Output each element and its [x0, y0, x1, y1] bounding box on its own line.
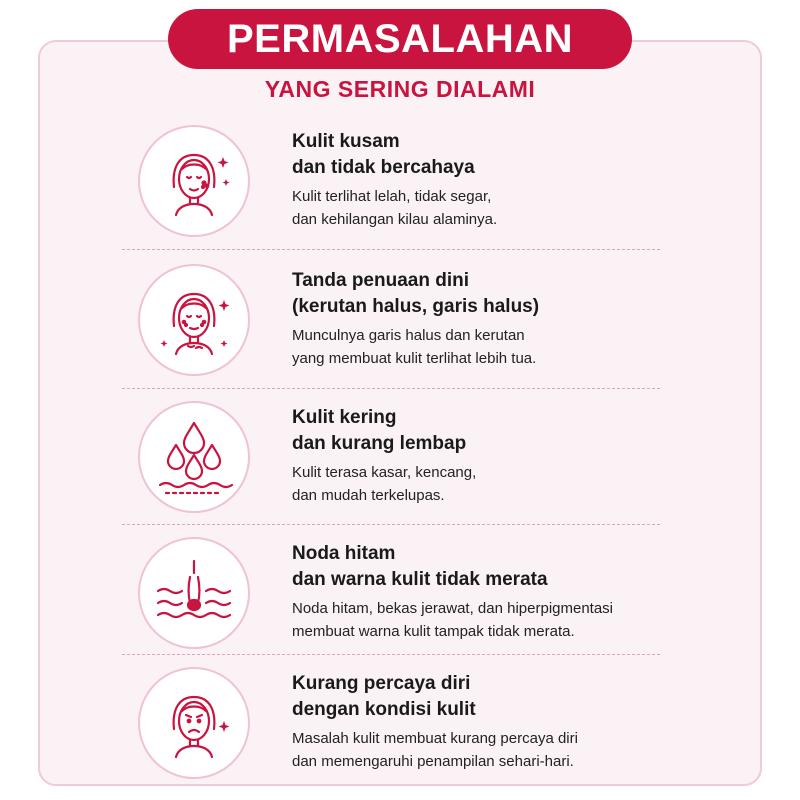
- aging-face-icon: [152, 278, 236, 362]
- item-desc-line: dan memengaruhi penampilan sehari-hari.: [292, 753, 574, 770]
- icon-badge: [138, 401, 250, 513]
- list-item: [130, 401, 660, 531]
- item-desc-line: dan kehilangan kilau alaminya.: [292, 211, 498, 228]
- divider: [122, 388, 660, 389]
- item-desc-line: dan mudah terkelupas.: [292, 487, 445, 504]
- page-subtitle: YANG SERING DIALAMI: [264, 76, 536, 102]
- skin-layer-icon: [152, 551, 236, 635]
- list-item: [130, 125, 660, 255]
- item-description: [292, 185, 672, 231]
- page-title: [168, 9, 632, 69]
- item-title: [292, 268, 672, 320]
- item-title-line: dan tidak bercahaya: [292, 157, 475, 178]
- item-desc-line: Masalah kulit membuat kurang percaya diri: [292, 730, 578, 747]
- item-title-line: dengan kondisi kulit: [292, 699, 476, 720]
- item-desc-line: Kulit terasa kasar, kencang,: [292, 464, 477, 481]
- item-title-line: Noda hitam: [292, 543, 396, 564]
- water-drops-icon: [152, 415, 236, 499]
- item-title-line: Tanda penuaan dini: [292, 270, 469, 291]
- item-desc-line: Munculnya garis halus dan kerutan: [292, 327, 525, 344]
- item-desc-line: Kulit terlihat lelah, tidak segar,: [292, 188, 492, 205]
- item-title-line: dan kurang lembap: [292, 433, 467, 454]
- page-title-text: PERMASALAHAN: [227, 16, 573, 61]
- item-text: [292, 541, 672, 643]
- item-desc-line: yang membuat kulit terlihat lebih tua.: [292, 350, 537, 367]
- item-title-line: (kerutan halus, garis halus): [292, 296, 540, 317]
- item-title-line: dan warna kulit tidak merata: [292, 569, 548, 590]
- list-item: [130, 264, 660, 394]
- item-title: [292, 541, 672, 593]
- item-title: [292, 405, 672, 457]
- item-text: [292, 671, 672, 773]
- item-title: [292, 129, 672, 181]
- dull-skin-face-icon: [152, 139, 236, 223]
- divider: [122, 654, 660, 655]
- item-description: [292, 597, 672, 643]
- item-desc-line: membuat warna kulit tampak tidak merata.: [292, 623, 575, 640]
- divider: [122, 524, 660, 525]
- item-description: [292, 324, 672, 370]
- item-description: [292, 461, 672, 507]
- icon-badge: [138, 125, 250, 237]
- item-title: [292, 671, 672, 723]
- item-desc-line: Noda hitam, bekas jerawat, dan hiperpigmentasi: [292, 600, 614, 617]
- icon-badge: [138, 537, 250, 649]
- item-title-line: Kurang percaya diri: [292, 673, 471, 694]
- icon-badge: [138, 667, 250, 779]
- icon-badge: [138, 264, 250, 376]
- item-title-line: Kulit kering: [292, 407, 397, 428]
- item-text: [292, 268, 672, 370]
- divider: [122, 249, 660, 250]
- list-item: [130, 537, 660, 667]
- item-description: [292, 727, 672, 773]
- item-text: [292, 405, 672, 507]
- item-title-line: Kulit kusam: [292, 131, 400, 152]
- list-item: [130, 667, 660, 797]
- sad-face-icon: [152, 681, 236, 765]
- item-text: [292, 129, 672, 231]
